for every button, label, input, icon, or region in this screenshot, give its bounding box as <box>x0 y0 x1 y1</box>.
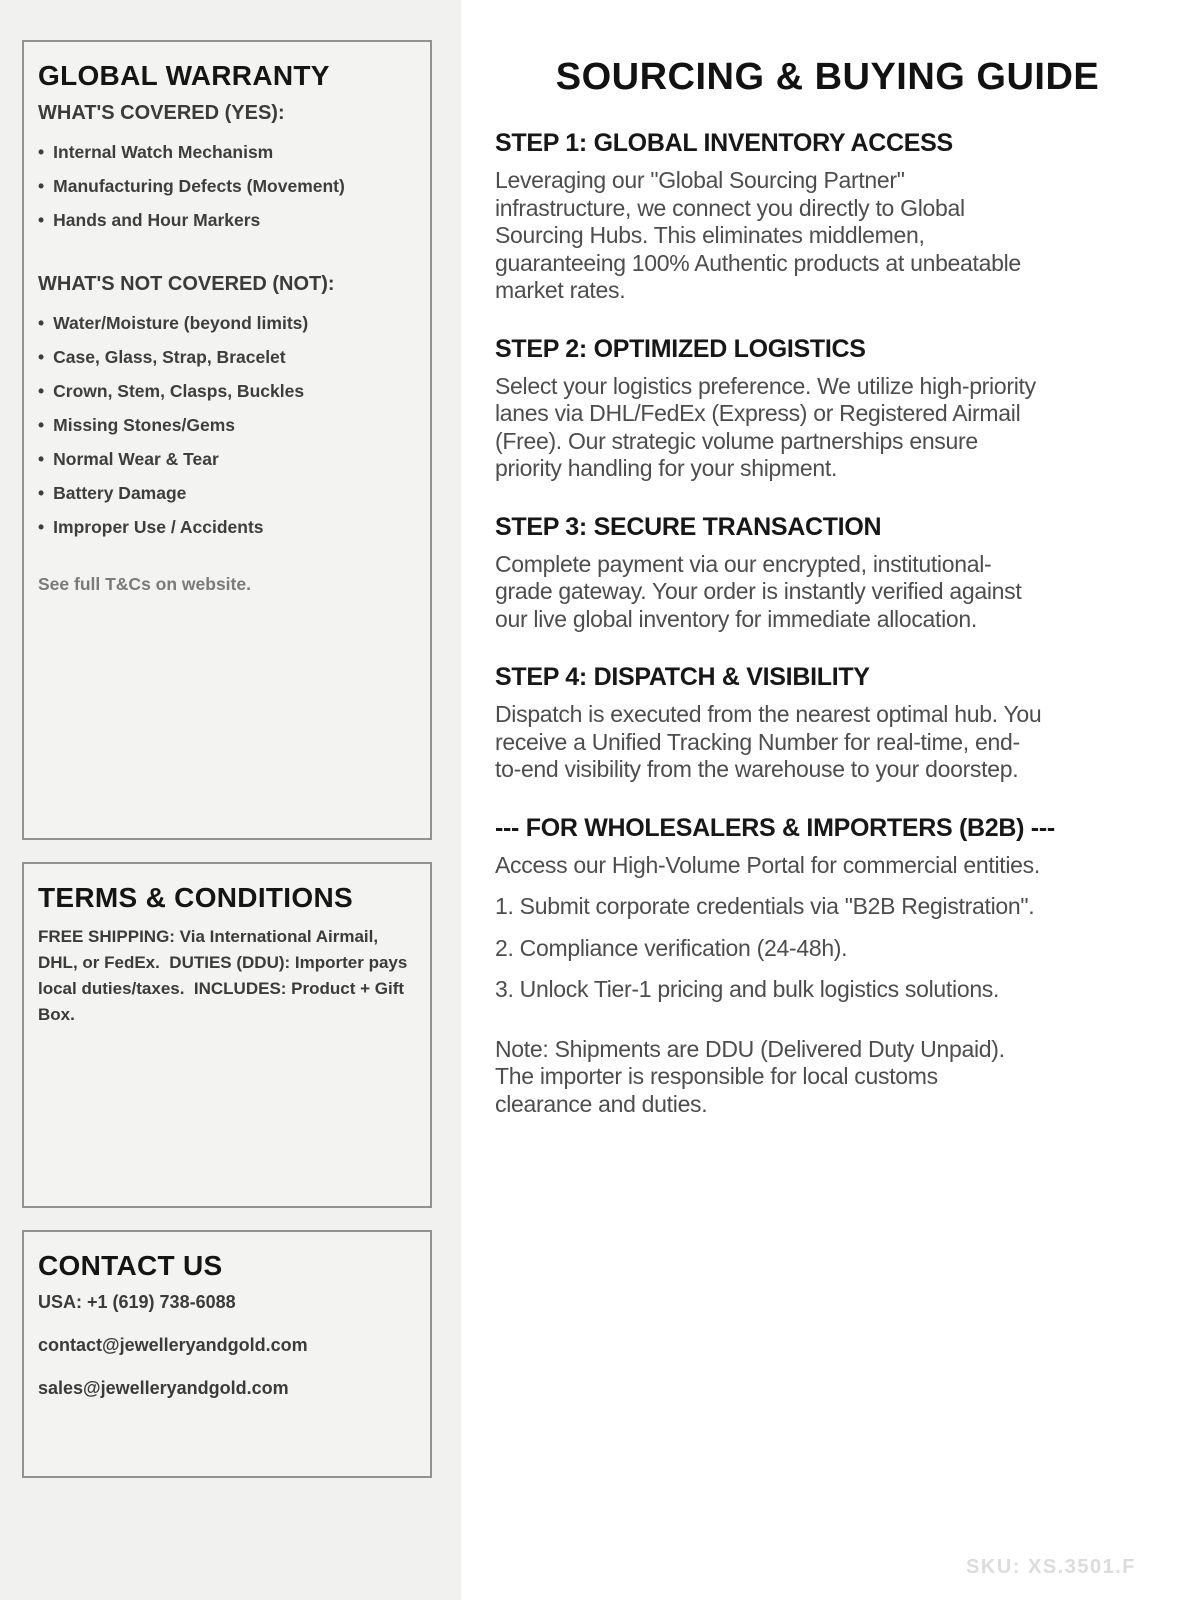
b2b-section <box>495 814 1160 1119</box>
contact-title: CONTACT US <box>38 1250 223 1281</box>
contact-email: contact@jewelleryandgold.com <box>38 1335 308 1355</box>
step-2-heading: STEP 2: OPTIMIZED LOGISTICS <box>495 334 866 363</box>
b2b-step-2: 2. Compliance verification (24-48h). <box>495 934 848 961</box>
list-item <box>38 442 416 476</box>
list-item <box>38 169 416 203</box>
step-3-heading: STEP 3: SECURE TRANSACTION <box>495 512 882 541</box>
covered-heading: WHAT'S COVERED (YES): <box>38 102 285 124</box>
bullet-icon: • <box>38 483 45 503</box>
bullet-icon: • <box>38 142 45 162</box>
list-item-label: Improper Use / Accidents <box>53 517 264 537</box>
terms-title: TERMS & CONDITIONS <box>38 882 353 913</box>
list-item-label: Water/Moisture (beyond limits) <box>53 313 309 333</box>
b2b-step-3: 3. Unlock Tier-1 pricing and bulk logistics solutions. <box>495 976 1000 1002</box>
b2b-step-1: 1. Submit corporate credentials via "B2B Registration". <box>495 893 1035 919</box>
step-1-body: Leveraging our "Global Sourcing Partner" infrastructure, we connect you directly to Global Sourcing Hubs. This eliminates middlemen, guaranteeing 100% Authentic products at unbeatable market rates. <box>495 167 1021 303</box>
list-item <box>38 374 416 408</box>
step-2-body: Select your logistics preference. We utilize high-priority lanes via DHL/FedEx (Express) or Registered Airmail (Free). Our strategic volume partnerships ensure priority handling for your shipment. <box>495 372 1036 481</box>
step-3-section <box>495 513 1160 634</box>
sku-label: SKU: XS.3501.F <box>966 1556 1136 1578</box>
list-item-label: Battery Damage <box>53 483 187 503</box>
list-item <box>38 135 416 169</box>
list-item-label: Missing Stones/Gems <box>53 415 235 435</box>
list-item <box>38 340 416 374</box>
contact-panel <box>22 1230 432 1478</box>
global-warranty-panel <box>22 40 432 840</box>
not-covered-heading: WHAT'S NOT COVERED (NOT): <box>38 273 335 295</box>
bullet-icon: • <box>38 415 45 435</box>
bullet-icon: • <box>38 210 45 230</box>
terms-body: FREE SHIPPING: Via International Airmail, DHL, or FedEx. DUTIES (DDU): Importer pays local duties/taxes. INCLUDES: Product + Gift Box. <box>38 927 413 1024</box>
step-1-section <box>495 129 1160 305</box>
bullet-icon: • <box>38 347 45 367</box>
not-covered-list <box>38 306 416 544</box>
b2b-paragraph: Access our High-Volume Portal for commercial entities. <box>495 851 1040 878</box>
list-item-label: Normal Wear & Tear <box>53 449 219 469</box>
bullet-icon: • <box>38 176 45 196</box>
list-item-label: Crown, Stem, Clasps, Buckles <box>53 381 305 401</box>
list-item <box>38 476 416 510</box>
b2b-heading: --- FOR WHOLESALERS & IMPORTERS (B2B) --- <box>495 813 1055 842</box>
bullet-icon: • <box>38 449 45 469</box>
contact-phone: USA: +1 (619) 738-6088 <box>38 1292 236 1312</box>
step-2-section <box>495 335 1160 483</box>
step-1-heading: STEP 1: GLOBAL INVENTORY ACCESS <box>495 129 953 157</box>
main-content <box>461 0 1200 1600</box>
contact-sales-email: sales@jewelleryandgold.com <box>38 1378 289 1398</box>
bullet-icon: • <box>38 517 45 537</box>
bullet-icon: • <box>38 381 45 401</box>
list-item-label: Hands and Hour Markers <box>53 210 261 230</box>
list-item-label: Internal Watch Mechanism <box>53 142 274 162</box>
step-4-section <box>495 663 1160 784</box>
step-3-body: Complete payment via our encrypted, institutional-grade gateway. Your order is instantly verified against our live global inventory for immediate allocation. <box>495 550 1022 632</box>
page-title: SOURCING & BUYING GUIDE <box>555 56 1100 98</box>
list-item-label: Case, Glass, Strap, Bracelet <box>53 347 286 367</box>
step-4-body: Dispatch is executed from the nearest optimal hub. You receive a Unified Tracking Number for real-time, end-to-end visibility from the warehouse to your doorstep. <box>495 701 1042 782</box>
list-item <box>38 306 416 340</box>
ddu-note: Note: Shipments are DDU (Delivered Duty Unpaid). The importer is responsible for local customs clearance and duties. <box>495 1035 1005 1117</box>
step-4-heading: STEP 4: DISPATCH & VISIBILITY <box>495 663 870 691</box>
list-item-label: Manufacturing Defects (Movement) <box>53 176 345 196</box>
bullet-icon: • <box>38 313 45 333</box>
list-item <box>38 510 416 544</box>
sidebar <box>0 0 461 1600</box>
warranty-footnote: See full T&Cs on website. <box>38 574 251 594</box>
covered-list <box>38 135 416 237</box>
terms-panel <box>22 862 432 1208</box>
list-item <box>38 408 416 442</box>
list-item <box>38 203 416 237</box>
warranty-title: GLOBAL WARRANTY <box>38 60 330 91</box>
